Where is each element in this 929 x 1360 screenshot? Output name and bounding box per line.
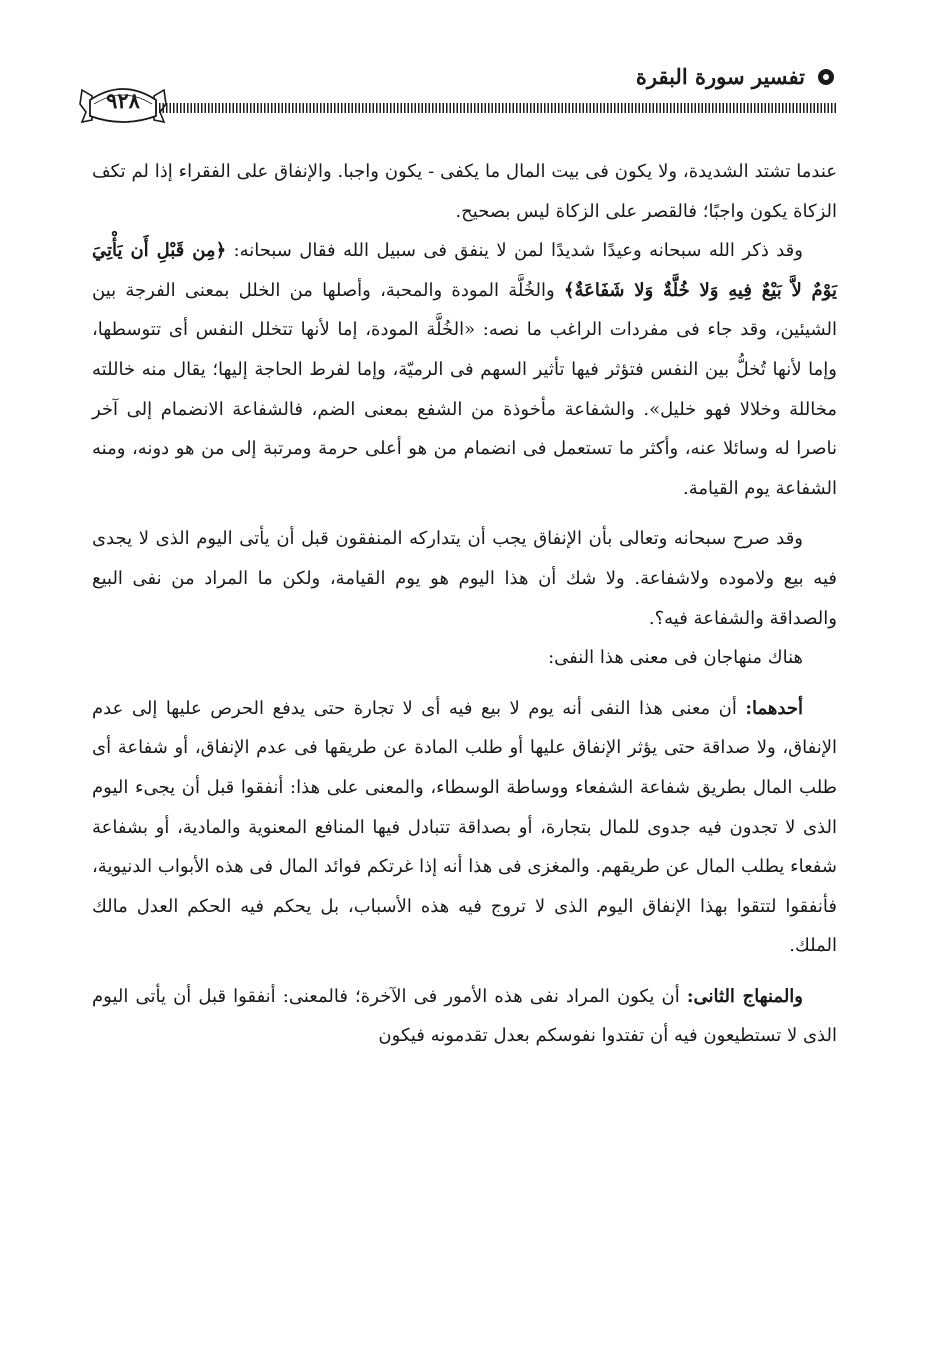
header-rule (152, 103, 837, 113)
quran-verse: ﴿مِن قَبْلِ أَن يَأْتِيَ يَوْمٌ لاَّ بَيْعٌ فِيهِ وَلا خُلَّةٌ وَلا شَفَاعَةٌ﴾ (92, 240, 837, 301)
paragraph-1: عندما تشتد الشديدة، ولا يكون فى بيت المال ما يكفى - يكون واجبا. والإنفاق على الفقراء إذا لم تكف الزكاة يكون واجبًا؛ فالقصر على الزكاة ليس بصحيح. (92, 161, 837, 222)
paragraph-2-rest: والخُلَّة المودة والمحبة، وأصلها من الخلل بمعنى الفرجة بين الشيئين، وقد جاء فى مفردات الراغب ما نصه: «الخُلَّة المودة، إما لأنها تتخلل النفس أى تتوسطها، وإما لأنها تُخلُّ بين النفس فتؤثر فيها تأثير السهم فى الرميّة، وإما لفرط الحاجة إليها؛ يقال منه خاللته مخاللة وخلالا فهو خليل». والشفاعة مأخوذة من الشفع بمعنى الضم، فالشفاعة الانضمام إلى آخر ناصرا له وسائلا عنه، وأكثر ما تستعمل فى انضمام من هو أعلى حرمة ومرتبة إلى من هو دونه، ومنه الشفاعة يوم القيامة. (92, 279, 837, 499)
first-method-label: أحدهما: (745, 697, 803, 719)
second-method-label: والمنهاج الثانى: (686, 985, 803, 1007)
running-title (636, 64, 837, 89)
paragraph-2 (92, 231, 837, 508)
page-header (0, 0, 929, 140)
paragraph-6 (92, 977, 837, 1056)
paragraph-4: هناك منهاجان فى معنى هذا النفى: (548, 647, 803, 669)
paragraph-2-intro: وقد ذكر الله سبحانه وعيدًا شديدًا لمن لا ينفق فى سبيل الله فقال سبحانه: (233, 240, 803, 262)
page-number: ٩٢٨ (106, 88, 140, 113)
paragraph-5 (92, 689, 837, 966)
paragraph-3: وقد صرح سبحانه وتعالى بأن الإنفاق يجب أن يتداركه المنفقون قبل أن يأتى اليوم الذى لا يجدى فيه بيع ولاموده ولاشفاعة. ولا شك أن هذا اليوم هو يوم القيامة، ولكن ما المراد من نفى البيع والصداقة والشفاعة فيه؟. (92, 528, 837, 629)
body-text (92, 152, 837, 1056)
paragraph-5-text: أن معنى هذا النفى أنه يوم لا بيع فيه أى لا تجارة حتى يدفع الحرص عليها إلى عدم الإنفاق، ولا صداقة حتى يؤثر الإنفاق عليها أو طلب المادة عن طريقها فى عدم الإنفاق، أو شفاعة أى طلب المال بطريق شفاعة الشفعاء ووساطة الوسطاء، والمعنى على هذا: أنفقوا قبل أن يجىء اليوم الذى لا تجدون فيه جدوى للمال بتجارة، أو بصداقة تتبادل فيها المنافع المعنوية والمادية، أو بشفاعة شفعاء يطلب المال عن طريقهم. والمغزى فى هذا أنه إذا غرتكم فوائد المال فى هذه الأبواب الدنيوية، فأنفقوا لتتقوا بهذا الإنفاق اليوم الذى لا تروج فيه هذه الأسباب، بل يحكم فيه الحكم العدل مالك الملك. (92, 697, 837, 957)
running-title-text: تفسير سورة البقرة (635, 64, 805, 89)
paragraph-6-text: أن يكون المراد نفى هذه الأمور فى الآخرة؛ فالمعنى: أنفقوا قبل أن يأتى اليوم الذى لا تستطيعون فيه أن تفتدوا نفوسكم بعدل تقدمونه فيكون (92, 985, 837, 1047)
ornament-icon (815, 68, 837, 86)
